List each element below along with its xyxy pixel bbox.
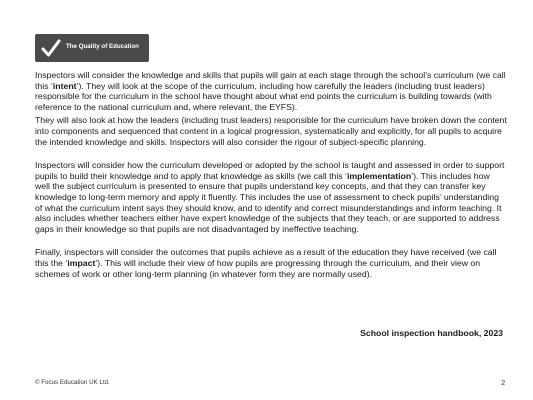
keyword-intent: intent: [52, 80, 77, 91]
paragraph-text: Finally, inspectors will consider the outcomes that pupils achieve as a result of the education they have received (we call this the ‘: [35, 247, 497, 268]
paragraph-text: ’). This will include their view of how pupils are progressing through the curriculum, and their view on schemes of work or other long-term planning (in whatever form they are normally used).: [35, 257, 481, 279]
document-body: [35, 70, 507, 279]
paragraph-text: ’). They will look at the scope of the curriculum, including how carefully the leaders (including trust leaders) responsible for the curriculum in the school have thought about what end points the curriculum is building towards (with reference to the national curriculum and, where relevant, the EYFS).: [35, 80, 492, 112]
section-banner: [35, 34, 149, 62]
banner-title: The Quality of Education: [66, 43, 139, 50]
page-number: 2: [501, 378, 506, 387]
paragraph-curriculum-structure: They will also look at how the leaders (including trust leaders) responsible for the curriculum have broken down the content into components and sequenced that content in a logical progression, systematically and explicitly, for all pupils to acquire the intended knowledge and skills. Inspectors will also consider the rigour of subject-specific planning.: [35, 115, 507, 147]
paragraph-text: Inspectors will consider how the curriculum developed or adopted by the school is taught and assessed in order to support pupils to build their knowledge and to apply that knowledge as skills (we call this ‘: [35, 160, 505, 181]
paragraph-intent: [35, 70, 507, 112]
keyword-impact: impact: [67, 257, 96, 268]
paragraph-text: ’). This includes how well the subject curriculum is presented to ensure that pupils understand key concepts, and that they can transfer key knowledge to long-term memory and apply it fluently. This includes the use of assessment to check pupils’ understanding of what the curriculum intent says they should know, and to identify and correct misunderstandings and inform teaching. It also includes whether teachers either have expert knowledge of the subjects that they teach, or are supported to address gaps in their knowledge so that pupils are not disadvantaged by ineffective teaching.: [35, 170, 502, 234]
paragraph-impact: [35, 247, 507, 279]
keyword-implementation: implementation: [346, 170, 412, 181]
paragraph-implementation: [35, 160, 507, 234]
checkmark-icon: [39, 36, 63, 60]
footer-copyright: © Focus Education UK Ltd.: [35, 379, 110, 386]
source-citation: School inspection handbook, 2023: [360, 328, 503, 338]
paragraph-text: Inspectors will consider the knowledge and skills that pupils will gain at each stage through the school’s curriculum (we call this ‘: [35, 70, 506, 91]
